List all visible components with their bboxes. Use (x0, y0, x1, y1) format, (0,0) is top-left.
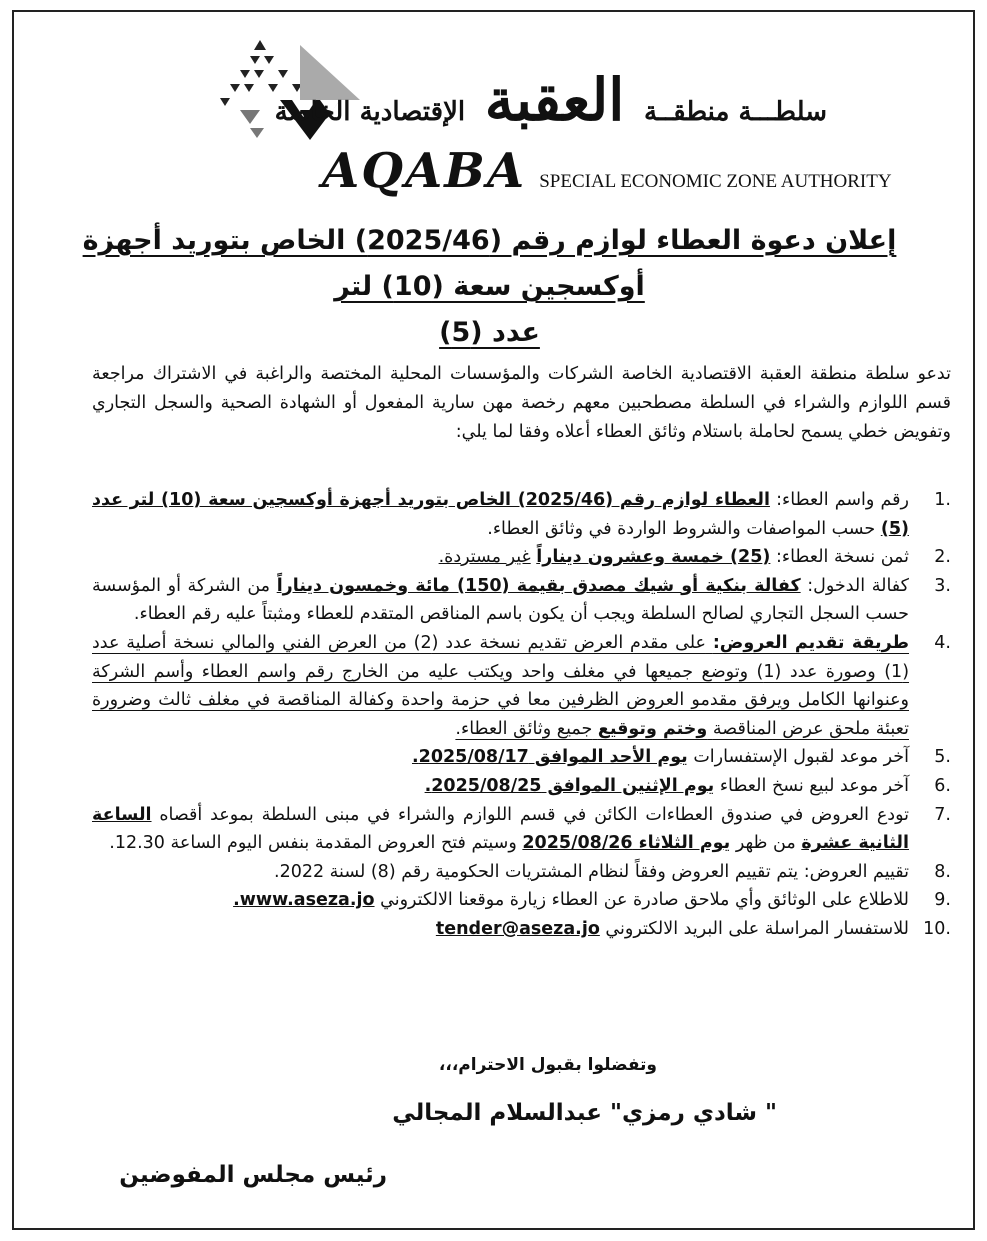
email-link[interactable]: tender@aseza.jo (435, 918, 600, 939)
item-number: .5 (934, 747, 951, 768)
item-number: .7 (934, 804, 951, 825)
item-bold: الساعة الثانية عشرة (92, 804, 909, 854)
title-line-1: إعلان دعوة العطاء لوازم رقم (2025/46) الخاص بتوريد أجهزة أوكسجين سعة (10) لتر (82, 225, 897, 302)
item-rest-end: جميع وثائق العطاء. (455, 718, 593, 739)
list-item (92, 572, 951, 629)
closing-line: وتفضلوا بقبول الاحترام،،، (438, 1055, 657, 1075)
item-bold: العطاء لوازم رقم (2025/46) الخاص بتوريد أجهزة أوكسجين سعة (10) لتر عدد (5) (92, 490, 909, 539)
website-link[interactable]: www.aseza.jo. (233, 890, 375, 911)
list-item (92, 543, 951, 572)
item-number: .3 (934, 575, 951, 596)
item-rest: حسب المواصفات والشروط الواردة في وثائق العطاء. (487, 518, 876, 539)
item-lead: تودع العروض في صندوق العطاءات الكائن في قسم اللوازم والشراء في مبنى السلطة بموعد أقصاه (159, 804, 909, 825)
authority-prefix: سلطـــة منطقــة (644, 97, 827, 127)
authority-city: العقبة (484, 66, 625, 134)
signatory-title: رئيس مجلس المفوضين (119, 1162, 387, 1188)
english-city: AQABA (322, 143, 527, 199)
item-number: .1 (934, 490, 951, 510)
list-item (92, 772, 951, 801)
list-item (92, 801, 951, 858)
item-rest: من الشركة أو المؤسسة حسب السجل التجاري لصالح السلطة ويجب أن يكون باسم المناقص المتقدم للعطاء ومثبتاً عليه رقم العطاء. (92, 575, 909, 625)
notice-title (40, 218, 939, 356)
item-number: .8 (934, 861, 951, 882)
item-mid: من ظهر (735, 833, 796, 854)
item-lead: ثمن نسخة العطاء: (775, 547, 909, 568)
authority-suffix: الإقتصادية الخاصة (274, 97, 466, 127)
list-item (92, 743, 951, 772)
item-number: .6 (934, 775, 951, 796)
item-bold-end: وختم وتوقيع (597, 718, 708, 739)
english-authority: SPECIAL ECONOMIC ZONE AUTHORITY (539, 171, 892, 192)
item-rest: غير مستردة. (438, 547, 531, 568)
list-item (92, 886, 951, 915)
conditions-list (92, 486, 951, 944)
item-number: .10 (923, 918, 951, 939)
item-bold: يوم الإثنين الموافق 2025/08/25. (424, 775, 715, 796)
item-number: .9 (934, 890, 951, 911)
item-number: .2 (934, 547, 951, 568)
item-rest: وسيتم فتح العروض المقدمة بنفس اليوم الساعة 12.30. (109, 833, 517, 854)
item-lead: تقييم العروض: يتم تقييم العروض وفقاً لنظام المشتريات الحكومية رقم (8) لسنة 2022. (273, 861, 909, 882)
item-lead: آخر موعد لبيع نسخ العطاء (719, 775, 909, 796)
authority-arabic-name (275, 66, 827, 134)
list-item (92, 858, 951, 887)
signatory-name: " شادي رمزي" عبدالسلام المجالي (392, 1100, 777, 1126)
item-lead: طريقة تقديم العروض: (712, 632, 910, 653)
intro-paragraph: تدعو سلطة منطقة العقبة الاقتصادية الخاصة الشركات والمؤسسات المحلية المختصة والراغبة في الاشتراك مراجعة قسم اللوازم والشراء في السلطة مصطحبين معهم رخصة مهن سارية المفعول أو الشهادة الصحية والسجل التجاري وتفويض خطي يسمح لحاملة باستلام وثائق العطاء أعلاه وفقا لما يلي: (92, 364, 951, 442)
list-item (92, 486, 951, 543)
item-number: .4 (934, 632, 951, 653)
item-bold: (25) خمسة وعشرون ديناراً (536, 547, 771, 568)
item-lead: للاطلاع على الوثائق وأي ملاحق صادرة عن العطاء زيارة موقعنا الالكتروني (380, 890, 909, 911)
item-lead: للاستفسار المراسلة على البريد الالكتروني (605, 918, 909, 939)
title-line-2: عدد (5) (439, 317, 540, 348)
item-lead: رقم واسم العطاء: (776, 490, 909, 510)
item-lead: كفالة الدخول: (807, 575, 909, 596)
item-lead: آخر موعد لقبول الإستفسارات (693, 747, 909, 768)
item-rest: على مقدم العرض تقديم نسخة عدد (2) من العرض الفني والمالي نسخة أصلية عدد (1) وصورة عدد (1) وتوضع جميعها في مغلف واحد ويكتب عليه من الخارج رقم واسم العطاء وأسم الشركة وعنوانها الكامل ويرفق مقدمو العروض الظرفين معا في حزمة واحدة وكفالة المناقصة في مغلف ثالث وضرورة تعبئة ملحق عرض المناقصة (92, 632, 910, 739)
list-item (92, 915, 951, 944)
item-bold-2: يوم الثلاثاء 2025/08/26 (522, 833, 731, 854)
authority-english-name (322, 143, 892, 199)
item-bold: يوم الأحد الموافق 2025/08/17. (411, 747, 688, 768)
item-bold: كفالة بنكية أو شيك مصدق بقيمة (150) مائة وخمسون ديناراً (276, 575, 801, 596)
list-item (92, 629, 951, 743)
